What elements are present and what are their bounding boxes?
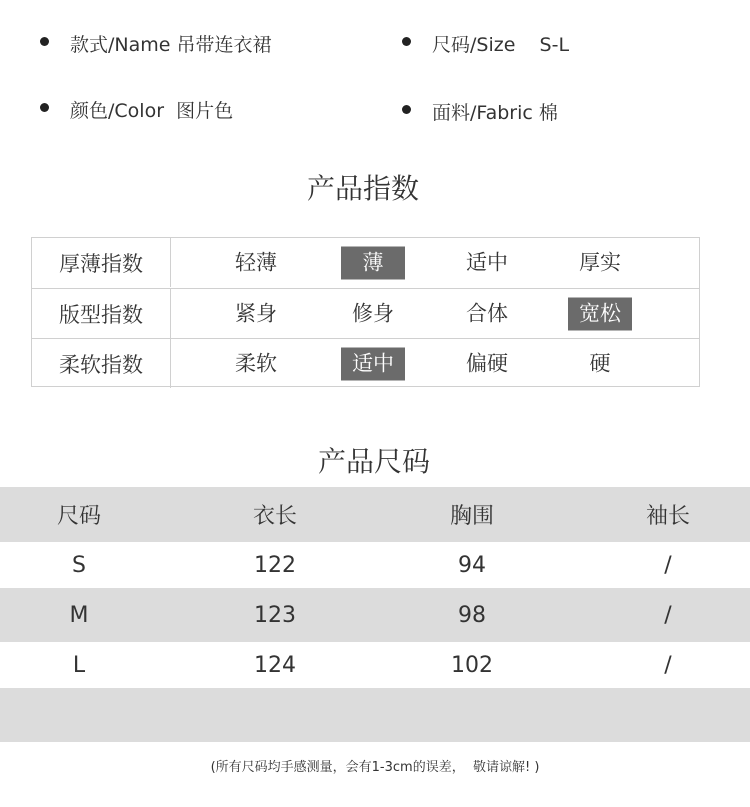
index-option: 偏硬 [466, 351, 508, 375]
index-option-selected: 适中 [341, 347, 405, 380]
spec-style-text: 款式/Name 吊带连衣裙 [70, 34, 272, 56]
index-option: 修身 [352, 301, 394, 325]
index-row [32, 288, 699, 338]
spec-size-text: 尺码/Size S-L [432, 34, 570, 56]
size-cell: / [664, 602, 672, 628]
index-option: 轻薄 [235, 250, 277, 274]
index-option-selected: 薄 [341, 246, 405, 279]
size-cell: 124 [254, 652, 296, 678]
size-empty-row [0, 688, 750, 742]
size-cell: M [69, 602, 89, 628]
size-row [0, 588, 750, 642]
bullet-icon [40, 103, 49, 112]
index-row-label: 柔软指数 [32, 339, 171, 388]
index-row [32, 338, 699, 388]
index-option: 厚实 [579, 250, 621, 274]
index-row-label: 版型指数 [32, 289, 171, 338]
size-cell: 123 [254, 602, 296, 628]
size-cell: / [664, 652, 672, 678]
bullet-icon [402, 105, 411, 114]
index-option-selected: 宽松 [568, 297, 632, 330]
bullet-icon [40, 37, 49, 46]
spec-color-text: 颜色/Color 图片色 [70, 100, 234, 122]
index-section-title: 产品指数 [307, 172, 420, 205]
index-option: 硬 [589, 351, 611, 375]
size-row [0, 542, 750, 588]
size-cell: / [664, 552, 672, 578]
size-header-cell: 胸围 [449, 504, 495, 529]
size-header-cell: 尺码 [56, 504, 102, 529]
index-table [31, 237, 700, 387]
size-note: (所有尺码均手感测量，会有1-3cm的误差， 敬请谅解! ) [210, 760, 540, 775]
index-option: 合体 [466, 301, 508, 325]
index-option: 柔软 [235, 351, 277, 375]
size-cell: 94 [458, 552, 486, 578]
size-row [0, 642, 750, 688]
size-cell: 102 [451, 652, 493, 678]
size-section-title: 产品尺码 [318, 445, 431, 478]
index-option: 紧身 [235, 301, 277, 325]
size-cell: 122 [254, 552, 296, 578]
size-cell: 98 [458, 602, 486, 628]
index-option: 适中 [466, 250, 508, 274]
size-cell: L [72, 652, 86, 678]
size-header-cell: 衣长 [252, 504, 298, 529]
size-header-row [0, 487, 750, 542]
bullet-icon [402, 37, 411, 46]
index-row-label: 厚薄指数 [32, 238, 171, 287]
size-cell: S [72, 552, 86, 578]
size-header-cell: 袖长 [645, 504, 691, 529]
index-row [32, 238, 699, 287]
spec-fabric-text: 面料/Fabric 棉 [432, 102, 558, 124]
